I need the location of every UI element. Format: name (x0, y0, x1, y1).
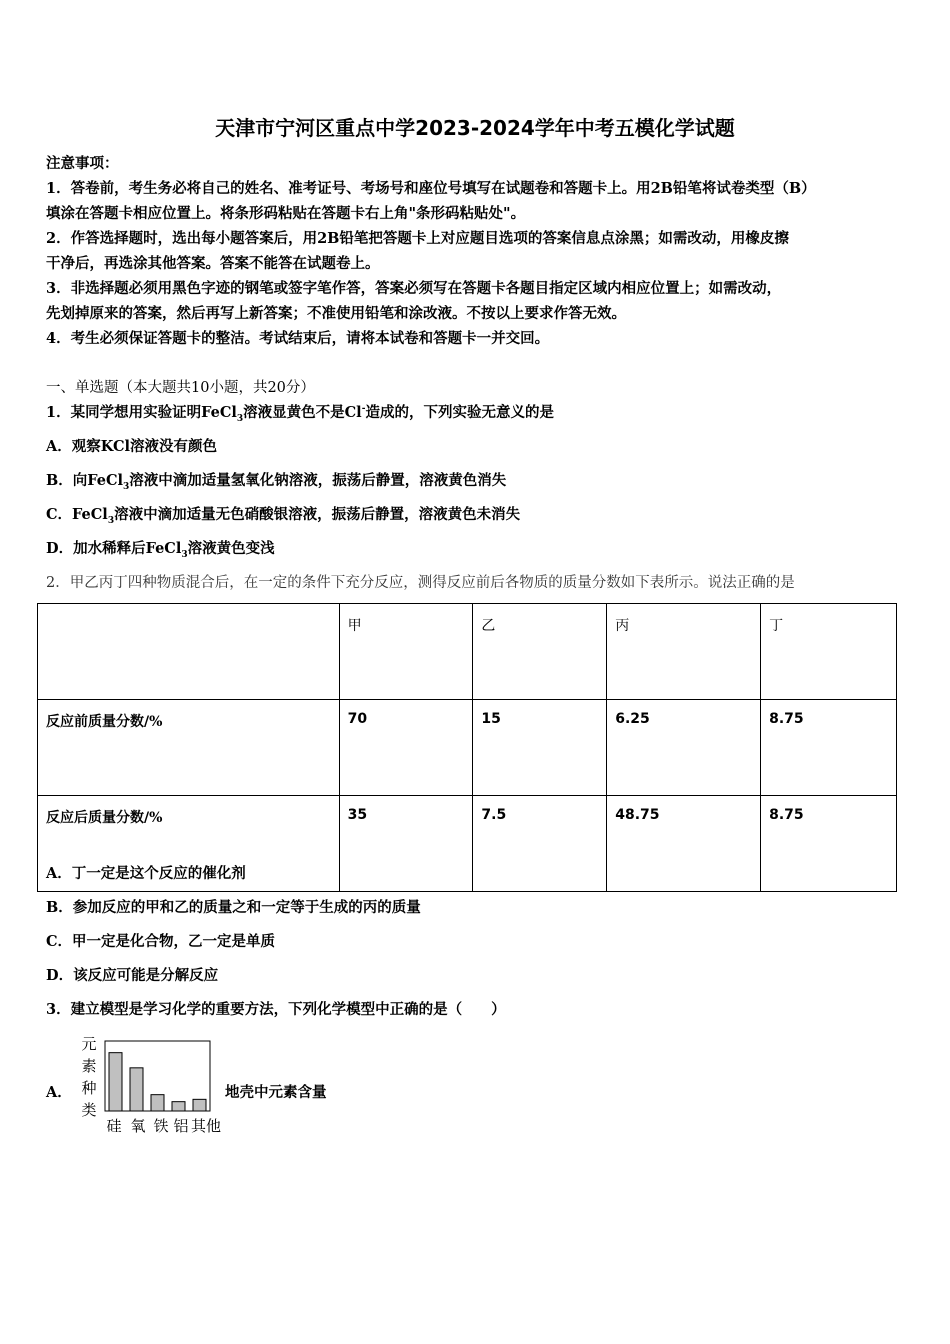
chart-bar (151, 1095, 164, 1111)
chart-ylabel-char: 素 (81, 1057, 97, 1075)
q2-stem: 2．甲乙丙丁四种物质混合后，在一定的条件下充分反应，测得反应前后各物质的质量分数如下表所示。说法正确的是 (46, 575, 795, 591)
q1-stem: 1．某同学想用实验证明FeCl$_3$溶液显黄色不是Cl-造成的，下列实验无意义的是 (46, 404, 554, 424)
chart-xlabels (106, 1117, 221, 1135)
table-cell: 乙 (473, 604, 607, 700)
table-cell: 丙 (607, 604, 761, 700)
chart-ylabel (81, 1035, 96, 1119)
table-cell: 甲 (339, 604, 473, 700)
table-cell: 8.75 (761, 700, 897, 796)
table-cell: 8.75 (761, 796, 897, 892)
table-cell: 6.25 (607, 700, 761, 796)
chart-ylabel-char: 类 (81, 1101, 97, 1119)
notice-line: 4．考生必须保证答题卡的整洁。考试结束后，请将本试卷和答题卡一并交回。 (46, 330, 550, 347)
chart-x-tick-label: 铁 (153, 1117, 169, 1135)
notice-heading: 注意事项： (46, 155, 119, 172)
q3-option-a-label: A． (46, 1084, 72, 1101)
chart-ylabel-char: 元 (81, 1035, 97, 1053)
q2-option-c: C．甲一定是化合物，乙一定是单质 (46, 933, 276, 950)
chart-bars (109, 1053, 206, 1111)
table-row (38, 700, 897, 796)
chart-x-tick-label: 氧 (130, 1117, 146, 1135)
element-content-chart (76, 1034, 226, 1139)
table-header-row (38, 604, 897, 700)
chart-x-tick-label: 硅 (106, 1117, 122, 1135)
chart-x-tick-label: 其他 (190, 1117, 222, 1135)
chart-x-tick-label: 铝 (173, 1117, 189, 1135)
notice-line: 2．作答选择题时，选出每小题答案后，用2B铅笔把答题卡上对应题目选项的答案信息点涂黑；如需改动，用橡皮擦 (46, 230, 789, 247)
chart-bar (172, 1102, 185, 1111)
notice-line: 先划掉原来的答案，然后再写上新答案；不准使用铅笔和涂改液。不按以上要求作答无效。 (46, 305, 626, 322)
notice-line: 3．非选择题必须用黑色字迹的钢笔或签字笔作答，答案必须写在答题卡各题目指定区域内相应位置上；如需改动， (46, 280, 782, 297)
q2-option-a: A．丁一定是这个反应的催化剂 (46, 865, 246, 882)
chart-ylabel-char: 种 (81, 1079, 97, 1097)
chart-bar (109, 1053, 122, 1111)
q1-option-a: A．观察KCl溶液没有颜色 (46, 438, 218, 455)
notice-line: 干净后，再选涂其他答案。答案不能答在试题卷上。 (46, 255, 380, 272)
q2-option-b: B．参加反应的甲和乙的质量之和一定等于生成的丙的质量 (46, 899, 421, 916)
table-cell: 15 (473, 700, 607, 796)
chart-bar (130, 1068, 143, 1111)
q1-option-d: D．加水稀释后FeCl$_3$溶液黄色变浅 (46, 540, 275, 560)
q1-option-c: C．FeCl$_3$溶液中滴加适量无色硝酸银溶液，振荡后静置，溶液黄色未消失 (46, 506, 521, 526)
table-cell: 丁 (761, 604, 897, 700)
notice-line: 填涂在答题卡相应位置上。将条形码粘贴在答题卡右上角"条形码粘贴处"。 (46, 205, 526, 222)
table-cell: 70 (339, 700, 473, 796)
data-table (37, 603, 897, 892)
table-cell: 48.75 (607, 796, 761, 892)
table-cell: 35 (339, 796, 473, 892)
chart-bar (193, 1099, 206, 1111)
q3-stem: 3．建立模型是学习化学的重要方法，下列化学模型中正确的是（ ） (46, 1001, 506, 1018)
page-title: 天津市宁河区重点中学2023-2024学年中考五模化学试题 (215, 116, 735, 140)
q1-option-b: B．向FeCl$_3$溶液中滴加适量氢氧化钠溶液，振荡后静置，溶液黄色消失 (46, 472, 507, 492)
section-heading: 一、单选题（本大题共10小题，共20分） (46, 380, 315, 396)
q2-option-d: D．该反应可能是分解反应 (46, 967, 219, 984)
table-cell: 反应后质量分数/% (38, 796, 340, 892)
table-cell: 7.5 (473, 796, 607, 892)
q3-option-a-caption: 地壳中元素含量 (225, 1085, 327, 1101)
table-cell: 反应前质量分数/% (38, 700, 340, 796)
notice-line: 1．答卷前，考生务必将自己的姓名、准考证号、考场号和座位号填写在试题卷和答题卡上。用2B铅笔将试卷类型（B） (46, 180, 816, 197)
table-cell (38, 604, 340, 700)
